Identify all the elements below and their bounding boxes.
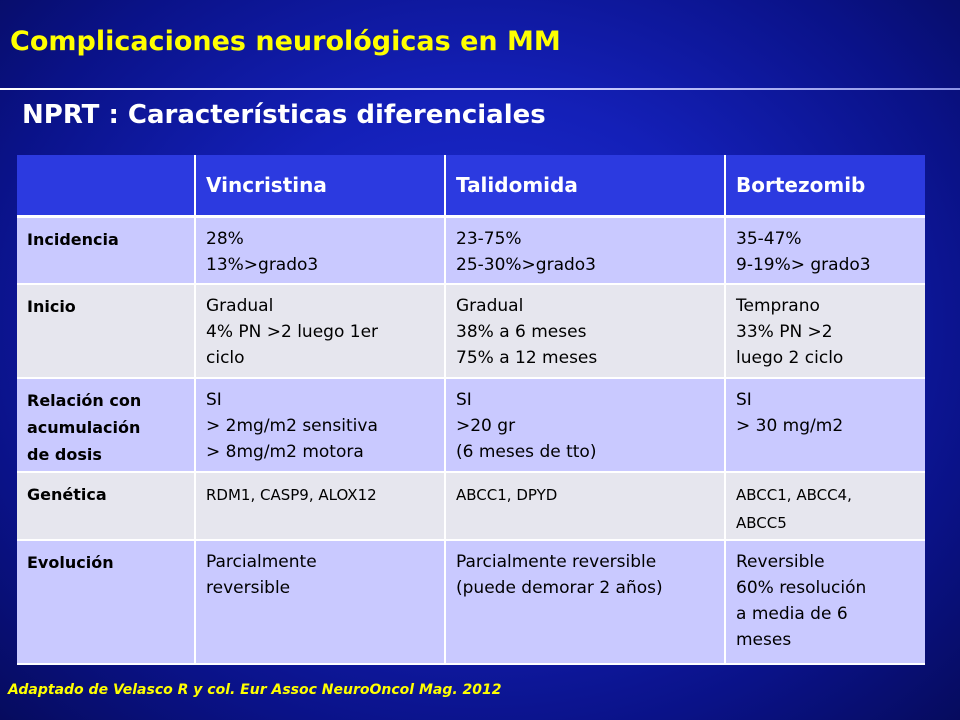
slide-subtitle: NPRT : Características diferenciales — [22, 100, 546, 130]
table-row-inicio — [17, 284, 925, 378]
table-cell: 35-47% 9-19%> grado3 — [725, 217, 925, 284]
row-label: Relación con acumulación de dosis — [17, 378, 195, 472]
table-cell: SI > 30 mg/m2 — [725, 378, 925, 472]
table-cell: Parcialmente reversible (puede demorar 2 años) — [445, 540, 725, 664]
table-cell: Parcialmente reversible — [195, 540, 445, 664]
table-cell: ABCC1, DPYD — [445, 472, 725, 540]
row-label: Inicio — [17, 284, 195, 378]
table-cell: Reversible 60% resolución a media de 6 meses — [725, 540, 925, 664]
table-header-row — [17, 155, 925, 217]
table-row-relacion-dosis — [17, 378, 925, 472]
table-row-incidencia — [17, 217, 925, 284]
row-label: Genética — [17, 472, 195, 540]
table-cell: ABCC1, ABCC4, ABCC5 — [725, 472, 925, 540]
header-talidomida: Talidomida — [445, 155, 725, 217]
title-divider — [0, 88, 960, 90]
comparison-table — [17, 155, 925, 665]
table-row-evolucion — [17, 540, 925, 664]
table-cell: 23-75% 25-30%>grado3 — [445, 217, 725, 284]
table-cell: 28% 13%>grado3 — [195, 217, 445, 284]
header-vincristina: Vincristina — [195, 155, 445, 217]
table-cell: Temprano 33% PN >2 luego 2 ciclo — [725, 284, 925, 378]
header-corner — [17, 155, 195, 217]
table-cell: RDM1, CASP9, ALOX12 — [195, 472, 445, 540]
slide-title: Complicaciones neurológicas en MM — [10, 26, 561, 57]
table-cell: SI >20 gr (6 meses de tto) — [445, 378, 725, 472]
table-cell: SI > 2mg/m2 sensitiva > 8mg/m2 motora — [195, 378, 445, 472]
source-citation: Adaptado de Velasco R y col. Eur Assoc NeuroOncol Mag. 2012 — [8, 682, 502, 698]
row-label: Evolución — [17, 540, 195, 664]
header-bortezomib: Bortezomib — [725, 155, 925, 217]
row-label: Incidencia — [17, 217, 195, 284]
table-row-genetica — [17, 472, 925, 540]
table-cell: Gradual 38% a 6 meses 75% a 12 meses — [445, 284, 725, 378]
table-cell: Gradual 4% PN >2 luego 1er ciclo — [195, 284, 445, 378]
